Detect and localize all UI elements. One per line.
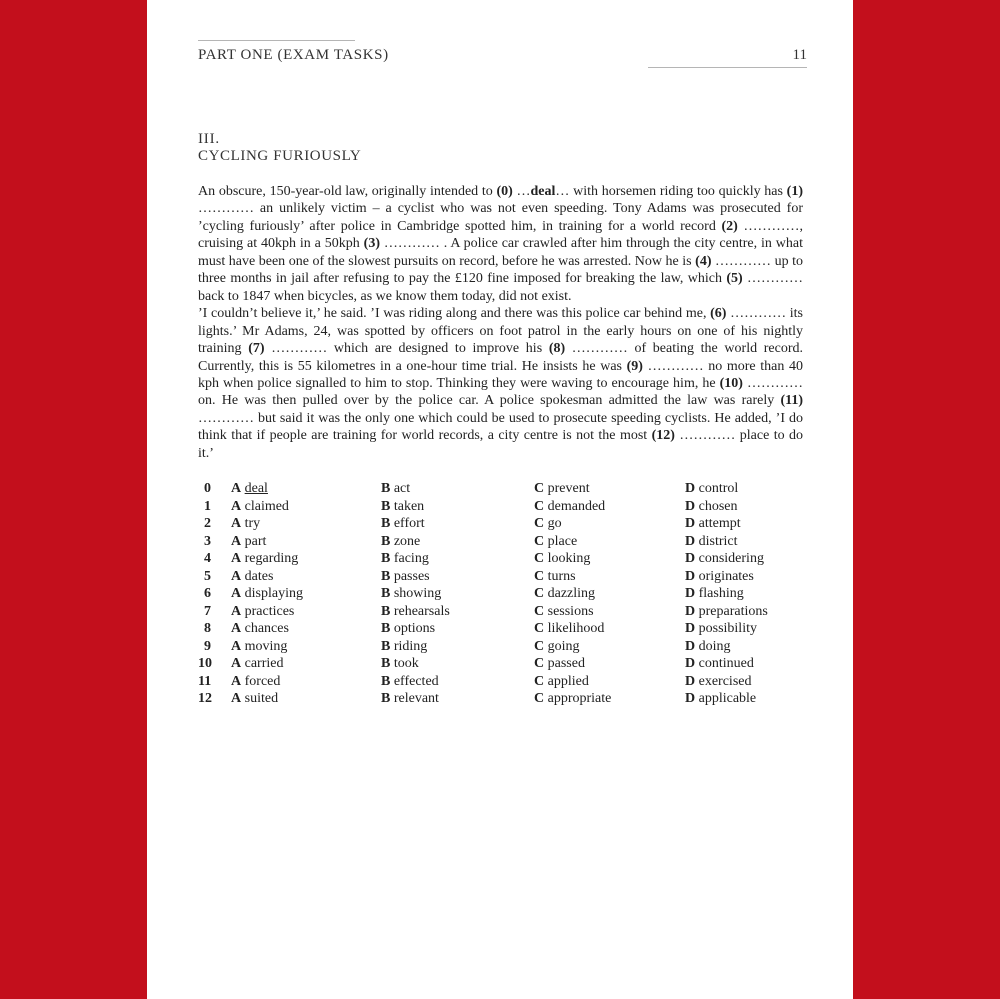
option-row <box>198 603 803 621</box>
option-d <box>685 638 731 656</box>
option-c <box>534 515 562 533</box>
gap-marker: deal <box>530 184 556 199</box>
option-letter: A <box>231 656 242 671</box>
option-word: doing <box>698 638 731 654</box>
option-letter: D <box>685 516 696 531</box>
option-d <box>685 515 741 533</box>
option-letter: A <box>231 568 242 584</box>
option-row <box>198 620 803 638</box>
option-word: dazzling <box>547 586 596 601</box>
option-word: applicable <box>698 691 757 706</box>
option-c <box>534 550 590 568</box>
option-row <box>198 480 803 498</box>
option-a <box>231 568 273 586</box>
passage-text: ’I couldn’t believe it,’ he said. ’I was riding along and there was this police car behind me, <box>198 306 711 322</box>
option-word: forced <box>244 673 281 689</box>
option-letter: D <box>685 673 696 689</box>
option-letter: B <box>381 551 391 566</box>
option-word: considering <box>698 551 764 566</box>
option-word: claimed <box>244 498 289 514</box>
option-a <box>231 533 266 551</box>
option-letter: A <box>231 551 242 566</box>
option-d <box>685 550 764 568</box>
option-letter: A <box>231 621 242 636</box>
passage-text: ………… place to do it.’ <box>198 428 804 461</box>
option-b <box>381 603 450 621</box>
option-b <box>381 673 439 691</box>
option-c <box>534 480 590 498</box>
option-d <box>685 673 751 691</box>
gap-marker: (3) <box>363 236 380 252</box>
option-b <box>381 638 427 656</box>
option-number: 8 <box>204 621 211 636</box>
option-word: applied <box>547 673 589 689</box>
option-word: displaying <box>244 586 303 601</box>
option-word: deal <box>244 481 268 496</box>
option-b <box>381 480 410 498</box>
option-letter: D <box>685 551 696 566</box>
passage-paragraph <box>198 183 803 305</box>
option-a <box>231 515 260 533</box>
option-letter: D <box>685 638 696 654</box>
option-word: regarding <box>244 551 299 566</box>
option-b <box>381 620 435 638</box>
option-row <box>198 533 803 551</box>
option-word: demanded <box>547 498 606 514</box>
passage-paragraph <box>198 305 803 462</box>
option-word: taken <box>393 498 425 514</box>
option-number: 1 <box>204 498 211 514</box>
gap-marker: (11) <box>780 393 803 409</box>
option-word: practices <box>244 603 295 619</box>
option-word: zone <box>393 533 421 549</box>
option-c <box>534 533 577 551</box>
option-letter: B <box>381 533 391 549</box>
option-word: carried <box>244 656 284 671</box>
option-a <box>231 690 278 708</box>
option-letter: A <box>231 516 242 531</box>
option-letter: C <box>534 586 545 601</box>
option-word: place <box>547 533 578 549</box>
option-d <box>685 568 754 586</box>
option-word: possibility <box>698 621 757 636</box>
option-word: effort <box>393 516 425 531</box>
book-page <box>147 0 853 999</box>
option-d <box>685 498 738 516</box>
option-word: rehearsals <box>393 603 450 619</box>
option-word: act <box>393 481 411 496</box>
option-c <box>534 603 594 621</box>
option-row <box>198 585 803 603</box>
option-word: looking <box>547 551 591 566</box>
gap-marker: (6) <box>710 306 727 322</box>
gap-marker: (10) <box>719 375 743 391</box>
option-word: attempt <box>698 516 741 531</box>
option-b <box>381 533 420 551</box>
option-letter: A <box>231 533 242 549</box>
option-letter: C <box>534 533 545 549</box>
option-word: chosen <box>698 498 738 514</box>
option-d <box>685 655 754 673</box>
option-number: 10 <box>198 656 212 671</box>
option-a <box>231 603 294 621</box>
option-letter: B <box>381 638 391 654</box>
option-word: continued <box>698 656 754 671</box>
header-rule-left <box>198 40 355 41</box>
option-a <box>231 480 268 498</box>
option-word: took <box>393 656 419 671</box>
option-word: appropriate <box>547 691 612 706</box>
option-word: going <box>547 638 580 654</box>
option-letter: C <box>534 481 545 496</box>
exercise-number: III. <box>198 131 220 147</box>
option-b <box>381 690 439 708</box>
gap-marker: (1) <box>786 184 803 199</box>
option-a <box>231 620 289 638</box>
option-letter: C <box>534 551 545 566</box>
option-b <box>381 655 419 673</box>
option-a <box>231 498 289 516</box>
option-row <box>198 550 803 568</box>
option-word: passed <box>547 656 585 671</box>
answer-options-table <box>198 480 803 708</box>
option-letter: D <box>685 621 696 636</box>
option-word: exercised <box>698 673 752 689</box>
option-word: riding <box>393 638 428 654</box>
option-letter: A <box>231 673 242 689</box>
option-c <box>534 568 576 586</box>
running-header: PART ONE (EXAM TASKS) <box>198 47 389 63</box>
option-word: relevant <box>393 691 439 706</box>
passage-text: ………… . A police car crawled after him through the city centre, in what must have been one of the slowest pursuits on record, before he was arrested. Now he is <box>198 236 803 269</box>
option-letter: A <box>231 481 242 496</box>
option-word: showing <box>393 586 442 601</box>
option-c <box>534 638 580 656</box>
option-row <box>198 655 803 673</box>
header-rule-right <box>648 67 807 68</box>
option-letter: D <box>685 498 696 514</box>
option-letter: C <box>534 638 545 654</box>
option-word: prevent <box>547 481 590 496</box>
option-row <box>198 638 803 656</box>
option-word: likelihood <box>547 621 605 636</box>
option-letter: B <box>381 656 391 671</box>
option-letter: A <box>231 586 242 601</box>
option-c <box>534 690 611 708</box>
option-word: passes <box>393 568 430 584</box>
gap-marker: (4) <box>695 253 712 269</box>
option-d <box>685 585 744 603</box>
option-letter: A <box>231 691 242 706</box>
passage-text: ………… which are designed to improve his <box>264 341 549 357</box>
option-d <box>685 533 738 551</box>
option-letter: C <box>534 603 545 619</box>
option-letter: D <box>685 568 696 584</box>
option-number: 3 <box>204 533 211 549</box>
passage-text: ………… up to three months in jail after refusing to pay the £120 fine imposed for breaking the law, which <box>198 253 804 287</box>
option-row <box>198 690 803 708</box>
passage-text: An obscure, 150-year-old law, originally intended to <box>198 184 497 199</box>
gap-marker: (9) <box>626 358 643 374</box>
option-letter: B <box>381 481 391 496</box>
option-a <box>231 673 280 691</box>
option-word: preparations <box>698 603 768 619</box>
option-number: 2 <box>204 516 211 531</box>
option-letter: A <box>231 638 242 654</box>
gap-marker: (5) <box>726 271 743 287</box>
option-word: facing <box>393 551 429 566</box>
option-letter: D <box>685 603 696 619</box>
option-b <box>381 568 430 586</box>
option-a <box>231 585 303 603</box>
option-b <box>381 498 424 516</box>
option-letter: B <box>381 516 391 531</box>
option-d <box>685 690 756 708</box>
option-letter: C <box>534 656 545 671</box>
option-number: 5 <box>204 568 211 584</box>
option-number: 9 <box>204 638 211 654</box>
option-word: flashing <box>698 586 744 601</box>
option-word: effected <box>393 673 439 689</box>
option-c <box>534 673 589 691</box>
reading-passage <box>198 183 803 462</box>
option-number: 6 <box>204 586 211 601</box>
gap-marker: (8) <box>548 341 566 357</box>
option-letter: C <box>534 691 545 706</box>
option-letter: C <box>534 621 545 636</box>
passage-text: ………… but said it was the only one which could be used to prosecute speeding cyclists. He added, ’I do think that if people are training for world records, a city centre is not the most <box>198 410 803 444</box>
exercise-title: CYCLING FURIOUSLY <box>198 148 362 164</box>
option-letter: B <box>381 603 391 619</box>
option-letter: B <box>381 568 391 584</box>
option-row <box>198 673 803 691</box>
option-c <box>534 655 585 673</box>
option-word: options <box>393 621 436 636</box>
option-word: control <box>698 481 739 496</box>
option-word: turns <box>547 568 576 584</box>
option-letter: B <box>381 691 391 706</box>
option-letter: B <box>381 586 391 601</box>
option-letter: A <box>231 603 242 619</box>
option-row <box>198 498 803 516</box>
option-b <box>381 515 425 533</box>
gap-marker: (0) <box>496 184 513 199</box>
option-word: sessions <box>547 603 594 619</box>
option-letter: C <box>534 673 545 689</box>
gap-marker: (2) <box>721 218 738 234</box>
gap-marker: (12) <box>651 428 675 444</box>
option-row <box>198 515 803 533</box>
option-d <box>685 620 757 638</box>
option-c <box>534 498 605 516</box>
passage-text: … with horsemen riding too quickly has <box>555 184 787 199</box>
option-d <box>685 480 738 498</box>
option-letter: D <box>685 656 696 671</box>
passage-text: …………, cruising at 40kph in a 50kph <box>198 218 803 252</box>
passage-text: ………… of beating the world record. Currently, this is 55 kilometres in a one-hour time trial. He insists he was <box>198 341 804 374</box>
option-c <box>534 585 595 603</box>
option-letter: B <box>381 498 391 514</box>
option-b <box>381 550 429 568</box>
option-number: 7 <box>204 603 211 619</box>
passage-text: ………… its lights.’ Mr Adams, 24, was spotted by officers on foot patrol in the early hours on one of his nightly training <box>198 306 803 357</box>
option-letter: D <box>685 586 696 601</box>
option-letter: C <box>534 516 545 531</box>
option-letter: B <box>381 673 391 689</box>
option-letter: C <box>534 568 545 584</box>
passage-text: ………… on. He was then pulled over by the police car. A police spokesman admitted the law was rarely <box>198 375 804 409</box>
option-letter: D <box>685 691 696 706</box>
option-word: district <box>698 533 738 549</box>
passage-text: … <box>512 184 531 199</box>
option-word: moving <box>244 638 288 654</box>
option-number: 4 <box>204 551 211 566</box>
option-letter: C <box>534 498 545 514</box>
option-word: part <box>244 533 267 549</box>
option-letter: B <box>381 621 391 636</box>
option-d <box>685 603 768 621</box>
option-word: suited <box>244 691 279 706</box>
page-number: 11 <box>792 47 807 63</box>
option-row <box>198 568 803 586</box>
gap-marker: (7) <box>248 341 265 357</box>
option-word: chances <box>244 621 289 636</box>
option-a <box>231 638 287 656</box>
option-word: go <box>547 516 562 531</box>
option-word: originates <box>698 568 754 584</box>
passage-text: ………… no more than 40 kph when police signalled to him to stop. Thinking they were waving to encourage him, he <box>198 358 803 391</box>
option-a <box>231 550 298 568</box>
option-number: 11 <box>198 673 212 689</box>
option-word: try <box>244 516 261 531</box>
option-a <box>231 655 283 673</box>
option-b <box>381 585 441 603</box>
option-number: 0 <box>204 481 211 496</box>
option-number: 12 <box>198 691 212 706</box>
option-letter: D <box>685 533 696 549</box>
option-letter: D <box>685 481 696 496</box>
passage-text: ………… an unlikely victim – a cyclist who was not even speeding. Tony Adams was prosecuted for ’cycling furiously’ after police in Cambridge spotted him, in training for a world record <box>198 201 803 234</box>
option-c <box>534 620 604 638</box>
passage-text: ………… back to 1847 when bicycles, as we know them today, did not exist. <box>198 271 804 304</box>
option-letter: A <box>231 498 242 514</box>
option-word: dates <box>244 568 274 584</box>
